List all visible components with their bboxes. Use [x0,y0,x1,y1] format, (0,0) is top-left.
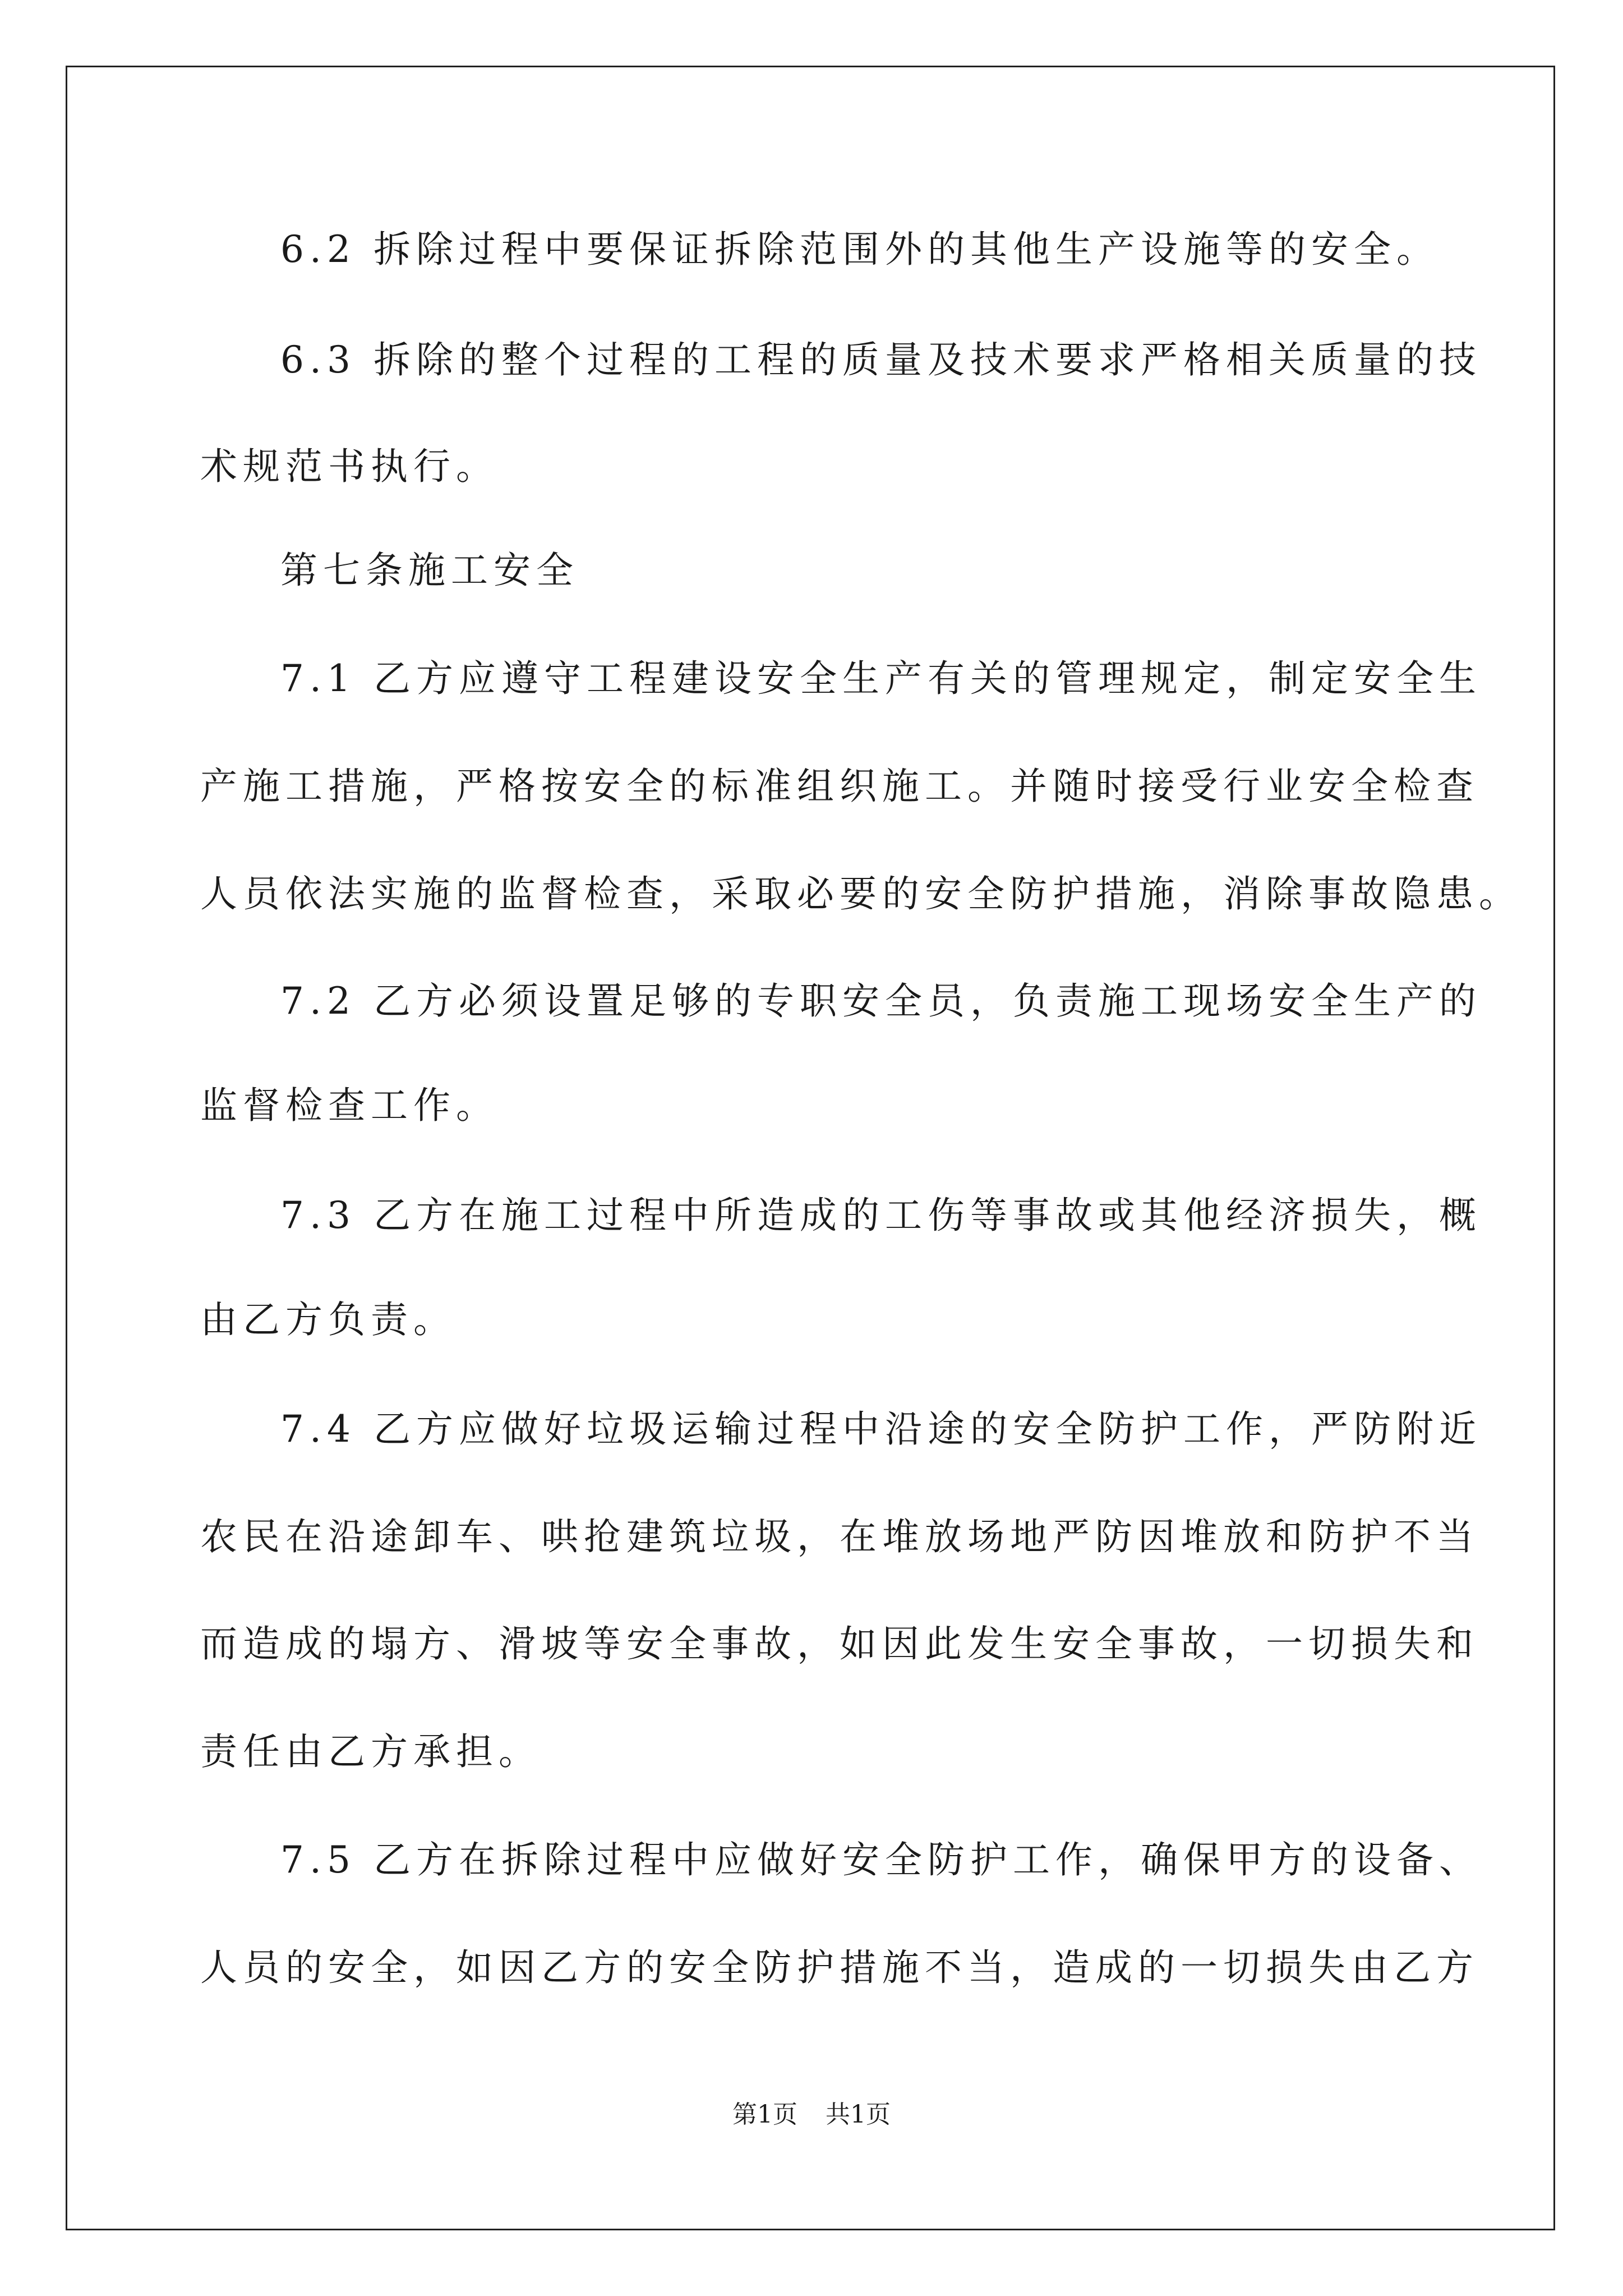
page-total: 共1页 [826,2100,891,2129]
paragraph-7-4-cont-3: 责任由乙方承担。 [200,1730,541,1773]
paragraph-7-5-cont: 人员的安全，如因乙方的安全防护措施不当，造成的一切损失由乙方 [200,1946,1479,1989]
paragraph-7-3-cont: 由乙方负责。 [200,1298,456,1341]
section-heading-7: 第七条施工安全 [280,549,579,592]
paragraph-7-3: 7.3 乙方在施工过程中所造成的工伤等事故或其他经济损失，概 [280,1194,1482,1237]
paragraph-7-1: 7.1 乙方应遵守工程建设安全生产有关的管理规定，制定安全生 [280,657,1482,700]
paragraph-7-4-cont-2: 而造成的塌方、滑坡等安全事故，如因此发生安全事故，一切损失和 [200,1622,1479,1665]
paragraph-7-4: 7.4 乙方应做好垃圾运输过程中沿途的安全防护工作，严防附近 [280,1407,1482,1451]
page-border [66,66,1555,2230]
paragraph-7-5: 7.5 乙方在拆除过程中应做好安全防护工作，确保甲方的设备、 [280,1838,1482,1881]
paragraph-6-3: 6.3 拆除的整个过程的工程的质量及技术要求严格相关质量的技 [280,338,1482,381]
paragraph-6-3-cont: 术规范书执行。 [200,445,499,488]
paragraph-7-2-cont: 监督检查工作。 [200,1084,499,1127]
page-number: 第1页 [732,2100,797,2129]
paragraph-7-1-cont-1: 产施工措施，严格按安全的标准组织施工。并随时接受行业安全检查 [200,765,1479,808]
paragraph-7-2: 7.2 乙方必须设置足够的专职安全员，负责施工现场安全生产的 [280,979,1482,1023]
paragraph-6-2: 6.2 拆除过程中要保证拆除范围外的其他生产设施等的安全。 [280,228,1439,271]
paragraph-7-1-cont-2: 人员依法实施的监督检查，采取必要的安全防护措施，消除事故隐患。 [200,872,1521,915]
page-footer [0,2098,1623,2132]
paragraph-7-4-cont-1: 农民在沿途卸车、哄抢建筑垃圾，在堆放场地严防因堆放和防护不当 [200,1515,1479,1558]
